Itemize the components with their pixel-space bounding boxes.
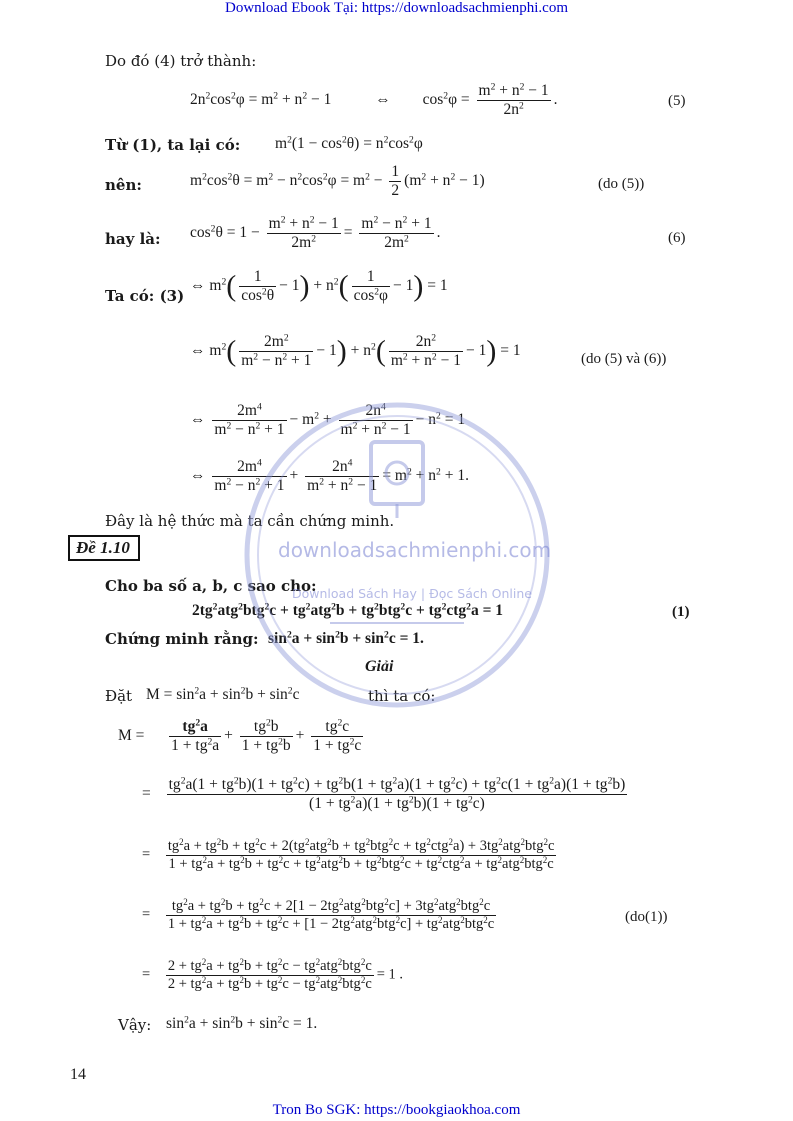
- problem-condition: $2tg^2atg^2btg^2c + tg^2atg^2b + tg^2btg^2c + tg^2ctg^2a = 1$: [192, 601, 504, 619]
- thi-ta-co: thì ta có:: [368, 687, 436, 705]
- equation-3-step4: ⇔ $\frac{2m^4}{m^2 - n^2 + 1}$ + $\frac{2n^4}{m^2 + n^2 - 1}$ = $m^2 + n^2 + 1$.: [190, 457, 469, 494]
- note-do56: (do (5) và (6)): [581, 351, 667, 367]
- nen-label: nên:: [105, 176, 142, 194]
- tu1-label: Từ (1), ta lại có:: [105, 136, 241, 154]
- header-download-link[interactable]: Download Ebook Tại: https://downloadsachmienphi.com: [224, 0, 568, 16]
- taco-label: Ta có: (3): [105, 287, 185, 305]
- watermark-tagline: Download Sách Hay | Đọc Sách Online: [292, 586, 532, 601]
- note-do1: (do(1)): [625, 909, 668, 925]
- define-M: $M = \sin^2a + \sin^2b + \sin^2c$: [146, 685, 300, 703]
- solution-heading: Giải: [365, 658, 394, 675]
- problem-label: Đề 1.10: [68, 535, 140, 561]
- footer-sgk-link[interactable]: Tron Bo SGK: https://bookgiaokhoa.com: [272, 1102, 521, 1118]
- equation-from-1: $m^2(1 - \cos^2\theta) = n^2\cos^2\varphi$: [275, 134, 423, 152]
- watermark-circle-icon: [240, 398, 554, 712]
- vay-label: Vậy:: [118, 1016, 152, 1034]
- equation-number-6: (6): [668, 230, 686, 246]
- watermark-seal: [240, 398, 554, 712]
- equation-5: $2n^2\cos^2\varphi = m^2 + n^2 - 1$ ⇔ $\cos^2\varphi$ = $\frac{m^2 + n^2 - 1}{2n^2}$ .: [190, 81, 558, 118]
- problem-heading: [68, 538, 140, 558]
- equation-3-step3: ⇔ $\frac{2m^4}{m^2 - n^2 + 1}$ − $m^2$ + $\frac{2n^4}{m^2 + n^2 - 1}$ − $n^2 = 1$: [190, 401, 466, 438]
- M-step5: = $\frac{2 + tg^2a + tg^2b + tg^2c - tg^2atg^2btg^2c}{2 + tg^2a + tg^2b + tg^2c - tg^2atg^2btg^2c}$ = 1 .: [142, 957, 404, 992]
- final-result: $\sin^2a + \sin^2b + \sin^2c = 1$.: [166, 1014, 318, 1032]
- intro-text: Do đó (4) trở thành:: [105, 52, 257, 70]
- equation-3-step2: ⇔ $m^2$( $\frac{2m^2}{m^2 - n^2 + 1}$ − $1) + n^2$( $\frac{2n^2}{m^2 + n^2 - 1}$ − 1) = 1: [190, 332, 521, 369]
- M-step2: = $tg^2a(1 + tg^2b)(1 + tg^2c) + tg^2b(1 + tg^2a)(1 + tg^2c) + tg^2c(1 + tg^2a)(1 + tg^2b)$ $(1 + tg^2a)(1 + tg^2b)(1 + tg^2c)$: [142, 775, 626, 812]
- M-step4: = $\frac{tg^2a + tg^2b + tg^2c + 2[1 - 2tg^2atg^2btg^2c] + 3tg^2atg^2btg^2c}{1 + tg^2a + tg^2b + tg^2c + [1 - 2tg^2atg^2btg^2c] + tg^2atg^2btg^2c}$: [142, 897, 495, 932]
- hayla-label: hay là:: [105, 230, 161, 248]
- note-do5: (do (5)): [598, 176, 645, 192]
- prove-statement: $\sin^2a + \sin^2b + \sin^2c = 1$.: [268, 629, 424, 647]
- dat-label: Đặt: [105, 687, 133, 705]
- watermark-site: downloadsachmienphi.com: [278, 538, 552, 562]
- conclusion-text: Đây là hệ thức mà ta cần chứng minh.: [105, 512, 395, 530]
- equation-3-step1: ⇔ $m^2$( $\frac{1}{\cos^2\theta}$ − $1) + n^2$( $\frac{1}{\cos^2\varphi}$ − 1) = 1: [190, 268, 448, 304]
- prove-label: Chứng minh rằng:: [105, 630, 259, 648]
- page-number: 14: [70, 1066, 86, 1083]
- equation-nen: $m^2\cos^2\theta = m^2 - n^2\cos^2\varphi = m^2$ − $\frac{1}{2}$ $(m^2 + n^2 - 1)$: [190, 163, 485, 199]
- M-step1: M = $\frac{tg^2a}{1 + tg^2a}$ + $\frac{tg^2b}{1 + tg^2b}$ + $\frac{tg^2c}{1 + tg^2c}$: [118, 717, 362, 754]
- problem-intro: Cho ba số a, b, c sao cho:: [105, 577, 317, 595]
- M-step3: = $tg^2a + tg^2b + tg^2c + 2(tg^2atg^2b + tg^2btg^2c + tg^2ctg^2a) + 3tg^2atg^2btg^2c$ $1 + tg^2a + tg^2b + tg^2c + tg^2atg^2b + tg^2btg^2c + tg^2ctg^2a + tg^2atg^2btg^2c$: [142, 837, 555, 872]
- equation-6: $\cos^2\theta = 1$ − $\frac{m^2 + n^2 - 1}{2m^2}$ = $\frac{m^2 - n^2 + 1}{2m^2}$ .: [190, 214, 441, 251]
- equation-number-1: (1): [672, 604, 690, 620]
- equation-number-5: (5): [668, 93, 686, 109]
